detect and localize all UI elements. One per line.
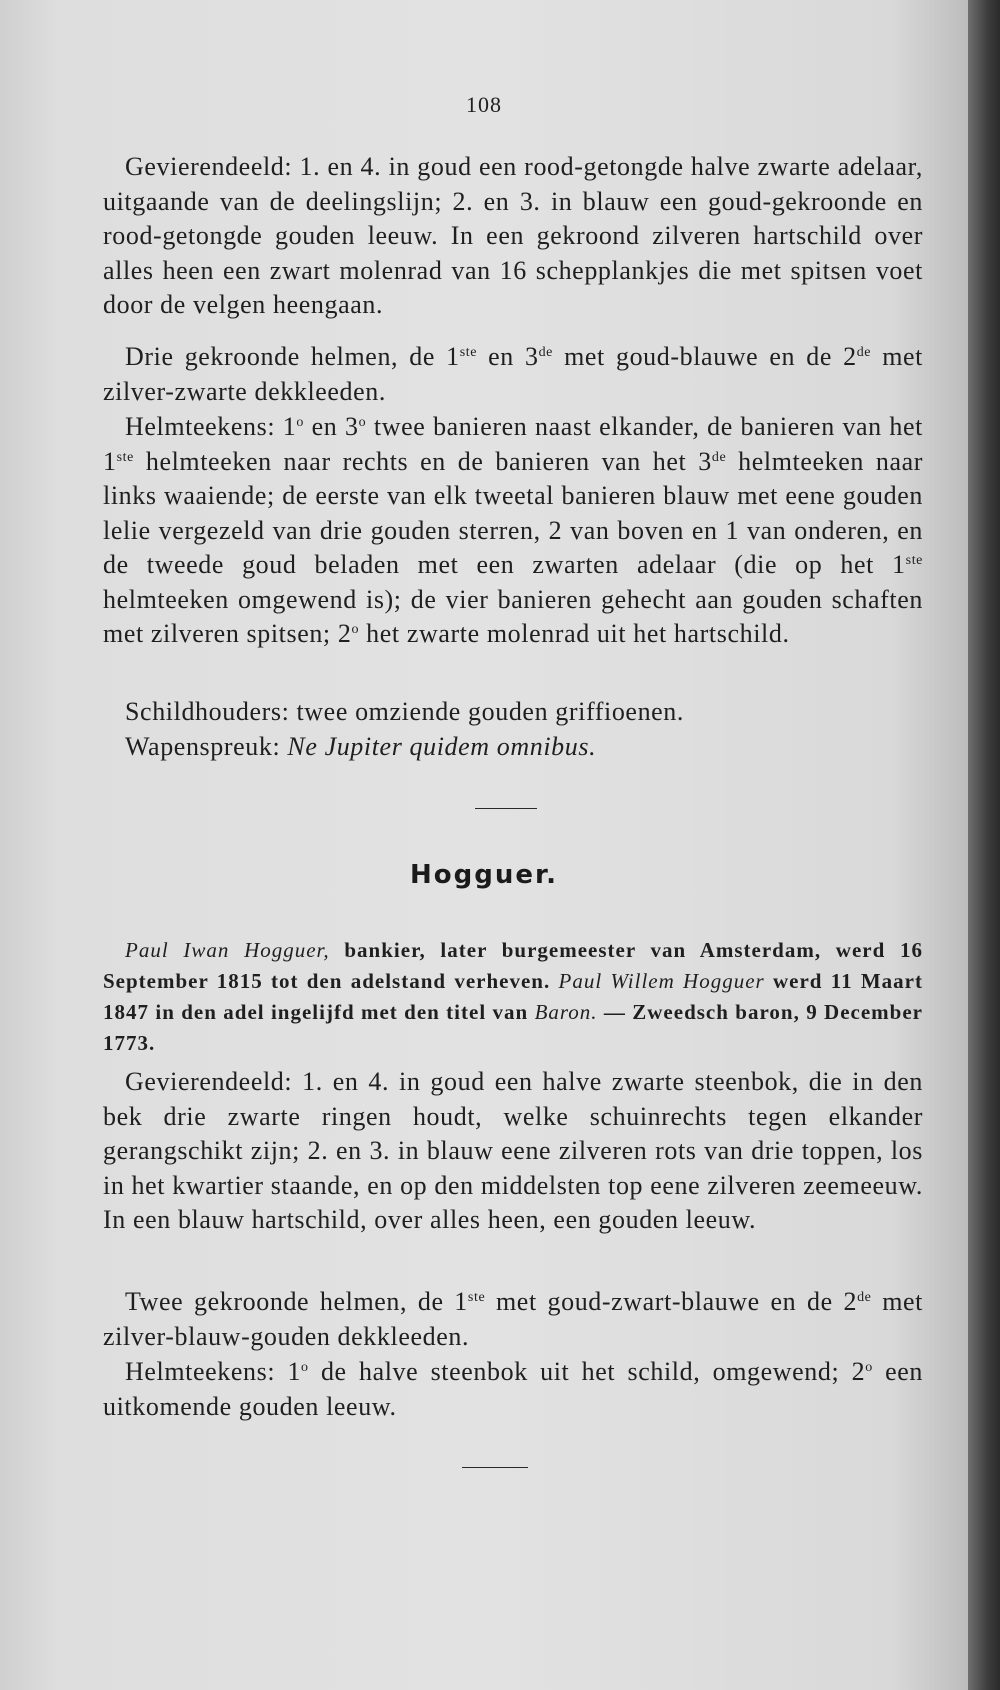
paragraph-helmets-1: Drie gekroonde helmen, de 1ste en 3de met goud-blauwe en de 2de met zilver-zwarte dekkleeden. [103, 342, 923, 406]
paragraph-helmets-2: Twee gekroonde helmen, de 1ste met goud-zwart-blauwe en de 2de met zilver-blauw-gouden dekkleeden. [103, 1287, 923, 1351]
motto-text: Ne Jupiter quidem omnibus. [287, 732, 597, 761]
page-edge-shadow [968, 0, 1000, 1690]
end-divider [462, 1467, 528, 1468]
paragraph-supporters-1: Schildhouders: twee omziende gouden griffioenen. [125, 697, 685, 726]
section-heading: Hogguer. [410, 860, 558, 890]
paragraph-arms-2: Gevierendeeld: 1. en 4. in goud een halve zwarte steenbok, die in den bek drie zwarte ringen houdt, welke schuinrechts tegen elkander gerangschikt zijn; 2. en 3. in blauw eene zilveren rots van drie toppen, los in het kwartier staande, en op den middelsten top eene zilveren zeemeeuw. In een blauw hartschild, over alles heen, een gouden leeuw. [103, 1067, 923, 1234]
section-divider [475, 808, 537, 809]
paragraph-crests-2: Helmteekens: 1$^o$ de halve steenbok uit het schild, omgewend; 2$^o$ een uitkomende gouden leeuw. [103, 1357, 923, 1421]
paragraph-arms-1: Gevierendeeld: 1. en 4. in goud een rood-getongde halve zwarte adelaar, uitgaande van de deelingslijn; 2. en 3. in blauw een goud-gekroonde en rood-getongde gouden leeuw. In een gekroond zilveren hartschild over alles heen een zwart molenrad van 16 schepplankjes die met spitsen voet door de velgen heengaan. [103, 152, 923, 319]
page-number: 108 [466, 92, 502, 117]
paragraph-crests-1: Helmteekens: 1$^o$ en 3$^o$ twee banieren naast elkander, de banieren van het 1ste helmteeken naar rechts en de banieren van het 3de helmteeken naar links waaiende; de eerste van elk tweetal banieren blauw met eene gouden lelie vergezeld van drie gouden sterren, 2 van boven en 1 van onderen, en de tweede goud beladen met een zwarten adelaar (die op het 1ste helmteeken omgewend is); de vier banieren gehecht aan gouden schaften met zilveren spitsen; 2$^o$ het zwarte molenrad uit het hartschild. [103, 412, 924, 648]
paragraph-intro-2: Paul Iwan Hogguer, bankier, later burgemeester van Amsterdam, werd 16 September 1815 tot den adelstand verheven. Paul Willem Hogguer werd 11 Maart 1847 in den adel ingelijfd met den titel van Baron. — Zweedsch baron, 9 December 1773. [103, 938, 924, 1055]
paragraph-motto-1: Wapenspreuk: Ne Jupiter quidem omnibus. [125, 732, 597, 761]
